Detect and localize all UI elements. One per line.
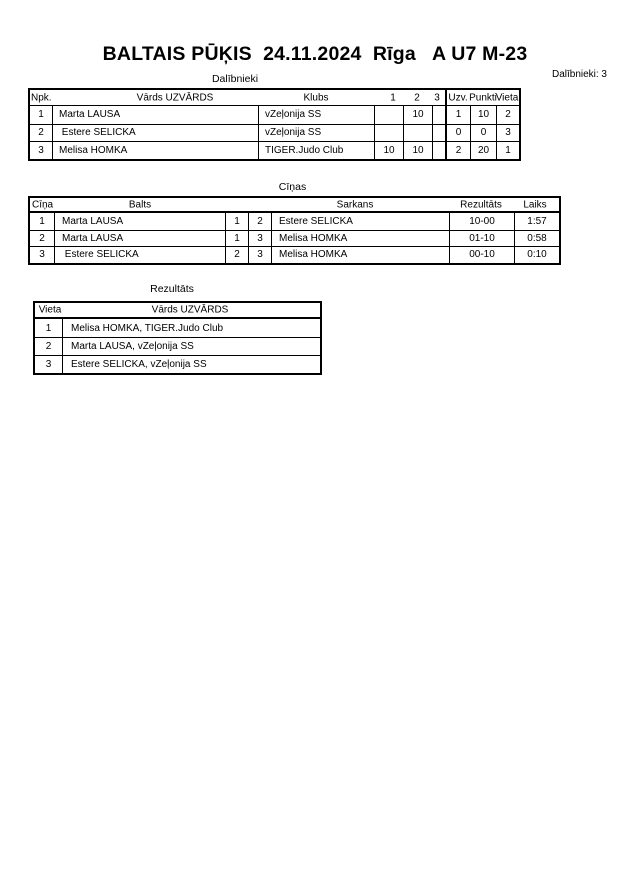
col-header-time: Laiks: [523, 199, 547, 210]
col-header-round1: 1: [390, 92, 396, 103]
fight-row: [30, 230, 559, 247]
cell-name: Marta LAUSA: [52, 106, 258, 124]
result-row: [35, 355, 320, 373]
fights-table-header: [30, 198, 559, 213]
cell-round3: [432, 142, 445, 159]
cell-round1: [374, 125, 403, 142]
cell-white-number: 1: [225, 231, 248, 247]
cell-place: 1: [496, 142, 519, 159]
cell-result: 10-00: [449, 213, 514, 230]
cell-round1: 10: [374, 142, 403, 159]
fight-row: [30, 213, 559, 230]
col-header-round3: 3: [434, 92, 440, 103]
fights-table: [28, 196, 561, 265]
col-header-fight: Cīņa: [32, 199, 54, 210]
fight-row: [30, 246, 559, 263]
cell-club: vZeļonija SS: [258, 106, 374, 124]
participants-table-header: [30, 90, 519, 106]
cell-place: 3: [45, 359, 52, 370]
cell-wins: 0: [445, 125, 470, 142]
participants-count: Dalībnieki: 3: [551, 69, 607, 80]
cell-fight-number: 3: [39, 249, 45, 261]
cell-name-club: Melisa HOMKA, TIGER.Judo Club: [62, 319, 320, 337]
cell-white-name: Marta LAUSA: [54, 213, 225, 230]
col-header-place: Vieta: [38, 304, 62, 316]
cell-fight-number: 1: [39, 215, 45, 227]
cell-npk: 3: [38, 144, 44, 156]
cell-white-name: Marta LAUSA: [54, 231, 225, 247]
cell-time: 0:58: [514, 231, 559, 247]
cell-place: 1: [45, 322, 52, 334]
results-section-title: Rezultāts: [150, 283, 194, 295]
cell-club: TIGER.Judo Club: [258, 142, 374, 159]
cell-white-number: 1: [225, 213, 248, 230]
cell-points: 10: [470, 106, 496, 124]
fights-section-title: Cīņas: [278, 181, 307, 193]
cell-place: 2: [496, 106, 519, 124]
cell-wins: 1: [445, 106, 470, 124]
cell-name: Melisa HOMKA: [52, 142, 258, 159]
cell-red-number: 3: [248, 231, 271, 247]
cell-red-name: Melisa HOMKA: [271, 231, 449, 247]
col-header-npk: Npk.: [31, 92, 52, 103]
cell-round2: [403, 125, 432, 142]
participants-section-title: Dalībnieki: [211, 73, 259, 85]
cell-wins: 2: [445, 142, 470, 159]
cell-round2: 10: [403, 142, 432, 159]
cell-round3: [432, 125, 445, 142]
cell-name-club: Marta LAUSA, vZeļonija SS: [62, 338, 320, 355]
cell-name-club: Estere SELICKA, vZeļonija SS: [62, 356, 320, 373]
cell-time: 0:10: [514, 247, 559, 263]
results-table-header: [35, 303, 320, 319]
participant-row: [30, 141, 519, 159]
cell-round3: [432, 106, 445, 124]
cell-red-name: Melisa HOMKA: [271, 247, 449, 263]
cell-time: 1:57: [514, 213, 559, 230]
cell-round2: 10: [403, 106, 432, 124]
cell-red-number: 3: [248, 247, 271, 263]
cell-points: 20: [470, 142, 496, 159]
col-header-place: Vieta: [495, 92, 519, 103]
cell-npk: 2: [38, 127, 44, 139]
cell-place: 3: [496, 125, 519, 142]
cell-points: 0: [470, 125, 496, 142]
col-header-red: Sarkans: [336, 199, 374, 210]
cell-white-number: 2: [225, 247, 248, 263]
cell-red-number: 2: [248, 213, 271, 230]
col-header-points: Punkti: [469, 92, 497, 103]
header-thick-divider: [445, 90, 447, 105]
result-row: [35, 337, 320, 355]
participant-row: [30, 124, 519, 142]
cell-place: 2: [45, 341, 52, 352]
result-row: [35, 319, 320, 337]
col-header-name: Vārds UZVĀRDS: [136, 92, 214, 103]
participant-row: [30, 106, 519, 124]
cell-club: vZeļonija SS: [258, 125, 374, 142]
col-header-wins: Uzv.: [448, 92, 468, 103]
cell-round1: [374, 106, 403, 124]
col-header-club: Klubs: [303, 92, 329, 103]
cell-result: 01-10: [449, 231, 514, 247]
cell-name: Estere SELICKA: [52, 125, 258, 142]
results-table: [33, 301, 322, 375]
page-title: BALTAIS PŪĶIS 24.11.2024 Rīga A U7 M-23: [102, 43, 528, 65]
col-header-name: Vārds UZVĀRDS: [151, 304, 229, 316]
cell-npk: 1: [38, 109, 44, 121]
cell-red-name: Estere SELICKA: [271, 213, 449, 230]
cell-white-name: Estere SELICKA: [54, 247, 225, 263]
cell-fight-number: 2: [39, 232, 45, 244]
col-header-white: Balts: [128, 199, 152, 210]
col-header-round2: 2: [414, 92, 420, 103]
participants-table: [28, 88, 521, 161]
cell-result: 00-10: [449, 247, 514, 263]
col-header-result: Rezultāts: [460, 199, 502, 210]
